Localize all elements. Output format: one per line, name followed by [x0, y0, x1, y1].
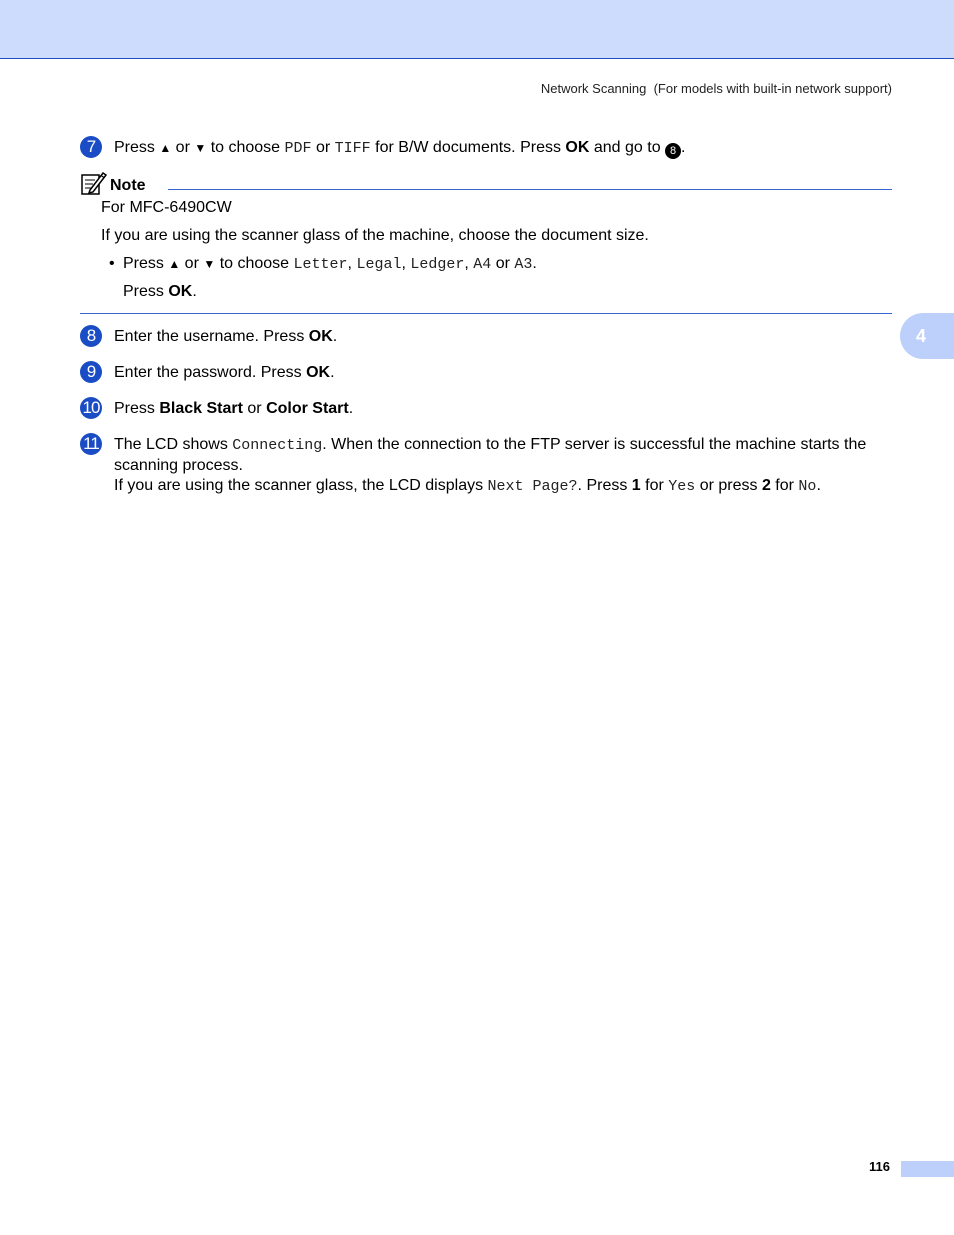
- note-pencil-icon: [80, 170, 108, 196]
- lcd-option-pdf: PDF: [284, 140, 312, 157]
- step-number-7: 7: [80, 136, 102, 158]
- note-header: [80, 170, 146, 196]
- step-9: [80, 363, 892, 383]
- ok-key: OK: [306, 364, 331, 381]
- lcd-option-letter: Letter: [293, 256, 348, 273]
- lcd-option-ledger: Ledger: [410, 256, 465, 273]
- note-press-ok-line: Press OK.: [123, 283, 197, 300]
- chapter-tab[interactable]: [900, 313, 954, 359]
- lcd-message-connecting: Connecting: [232, 437, 323, 454]
- step-number-11: 11: [80, 433, 102, 455]
- step-8: [80, 327, 892, 347]
- step-10: [80, 399, 892, 419]
- step-7: [80, 138, 892, 159]
- lcd-option-a4: A4: [473, 256, 492, 273]
- lcd-message-next-page: Next Page?: [487, 478, 578, 495]
- step-11-text: The LCD shows Connecting. When the connection to the FTP server is successful the machine starts the scanning process. If you are using the scanner glass, the LCD displays Next Page?. Press 1 for Yes or press 2 for No.: [114, 436, 867, 495]
- down-arrow-icon: ▼: [203, 257, 216, 271]
- lcd-option-legal: Legal: [356, 256, 402, 273]
- note-top-rule: [168, 189, 892, 190]
- up-arrow-icon: ▲: [159, 141, 172, 155]
- ok-key: OK: [308, 328, 333, 345]
- down-arrow-icon: ▼: [194, 141, 207, 155]
- note-instruction-line: If you are using the scanner glass of the machine, choose the document size.: [101, 227, 649, 244]
- black-start-key: Black Start: [159, 400, 243, 417]
- note-box: [80, 170, 892, 314]
- key-2: 2: [761, 477, 771, 494]
- header-band: [0, 0, 954, 59]
- step-7-text: Press ▲ or ▼ to choose PDF or TIFF for B/W documents. Press OK and go to 8 .: [114, 139, 686, 157]
- ok-key: OK: [565, 139, 590, 156]
- color-start-key: Color Start: [266, 400, 349, 417]
- chapter-tab-label: 4: [916, 325, 927, 346]
- note-title: Note: [110, 177, 146, 194]
- ok-key: OK: [168, 283, 193, 300]
- bullet-icon: •: [109, 255, 115, 272]
- step-number-9: 9: [80, 361, 102, 383]
- lcd-option-no: No: [798, 478, 817, 495]
- step-9-text: Enter the password. Press OK.: [114, 364, 335, 381]
- step-10-text: Press Black Start or Color Start.: [114, 400, 354, 417]
- running-head: Network Scanning (For models with built-in network support): [540, 81, 892, 96]
- page-number-bar: [901, 1161, 954, 1177]
- step-number-10: 10: [80, 397, 102, 419]
- up-arrow-icon: ▲: [168, 257, 181, 271]
- step-reference-link[interactable]: 8: [665, 143, 681, 159]
- note-model-line: For MFC-6490CW: [101, 199, 232, 216]
- lcd-option-yes: Yes: [668, 478, 696, 495]
- lcd-option-a3: A3: [514, 256, 533, 273]
- note-bullet-item: • Press ▲ or ▼ to choose Letter, Legal, Ledger, A4 or A3.: [109, 255, 537, 273]
- page-number: 116: [869, 1159, 890, 1174]
- step-8-text: Enter the username. Press OK.: [114, 328, 338, 345]
- step-11: [80, 435, 892, 497]
- step-number-8: 8: [80, 325, 102, 347]
- lcd-option-tiff: TIFF: [334, 140, 371, 157]
- key-1: 1: [631, 477, 641, 494]
